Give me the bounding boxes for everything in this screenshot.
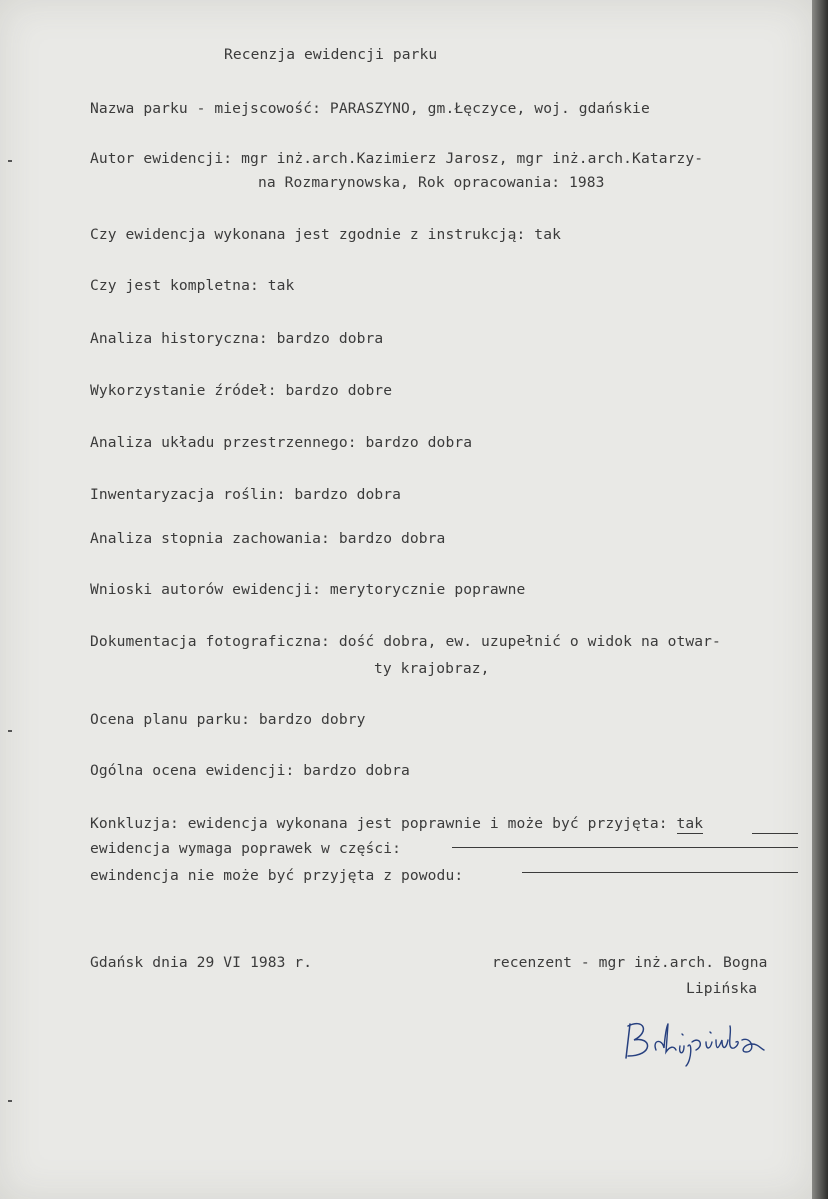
conclusion-needs-corrections: ewidencja wymaga poprawek w części: bbox=[90, 840, 402, 857]
page-edge-shadow bbox=[812, 0, 828, 1199]
margin-mark bbox=[8, 730, 12, 732]
spatial-analysis: Analiza układu przestrzennego: bardzo dobra bbox=[90, 434, 473, 451]
conclusion-accepted-answer: tak bbox=[676, 815, 704, 832]
conclusion-rejected: ewindencja nie może być przyjęta z powodu: bbox=[90, 867, 464, 884]
instruction-question: Czy ewidencja wykonana jest zgodnie z instrukcją: tak bbox=[90, 226, 561, 243]
preservation-analysis: Analiza stopnia zachowania: bardzo dobra bbox=[90, 530, 446, 547]
conclusion-accepted bbox=[90, 815, 703, 832]
handwritten-signature bbox=[622, 1010, 782, 1070]
reviewer-line-2: Lipińska bbox=[686, 980, 758, 997]
sources-usage: Wykorzystanie źródeł: bardzo dobre bbox=[90, 382, 393, 399]
park-plan-rating: Ocena planu parku: bardzo dobry bbox=[90, 711, 366, 728]
place-and-date: Gdańsk dnia 29 VI 1983 r. bbox=[90, 954, 313, 971]
conclusion-accepted-text: Konkluzja: ewidencja wykonana jest poprawnie i może być przyjęta: bbox=[90, 815, 668, 832]
plant-inventory: Inwentaryzacja roślin: bardzo dobra bbox=[90, 486, 402, 503]
photo-documentation-line-1: Dokumentacja fotograficzna: dość dobra, ew. uzupełnić o widok na otwar- bbox=[90, 633, 721, 650]
overall-rating: Ogólna ocena ewidencji: bardzo dobra bbox=[90, 762, 410, 779]
margin-mark bbox=[8, 160, 12, 162]
historical-analysis: Analiza historyczna: bardzo dobra bbox=[90, 330, 384, 347]
document-title: Recenzja ewidencji parku bbox=[224, 46, 438, 63]
rejection-blank-line bbox=[522, 872, 798, 873]
author-conclusions: Wnioski autorów ewidencji: merytorycznie poprawne bbox=[90, 581, 526, 598]
completeness-question: Czy jest kompletna: tak bbox=[90, 277, 295, 294]
photo-documentation-line-2: ty krajobraz, bbox=[374, 660, 490, 677]
corrections-blank-line bbox=[452, 847, 798, 848]
margin-mark bbox=[8, 1100, 12, 1102]
answer-underline-extension bbox=[752, 833, 798, 834]
author-line-2: na Rozmarynowska, Rok opracowania: 1983 bbox=[258, 174, 605, 191]
reviewer-line-1: recenzent - mgr inż.arch. Bogna bbox=[492, 954, 768, 971]
author-line-1: Autor ewidencji: mgr inż.arch.Kazimierz Jarosz, mgr inż.arch.Katarzy- bbox=[90, 150, 704, 167]
park-name-line: Nazwa parku - miejscowość: PARASZYNO, gm.Łęczyce, woj. gdańskie bbox=[90, 100, 650, 117]
